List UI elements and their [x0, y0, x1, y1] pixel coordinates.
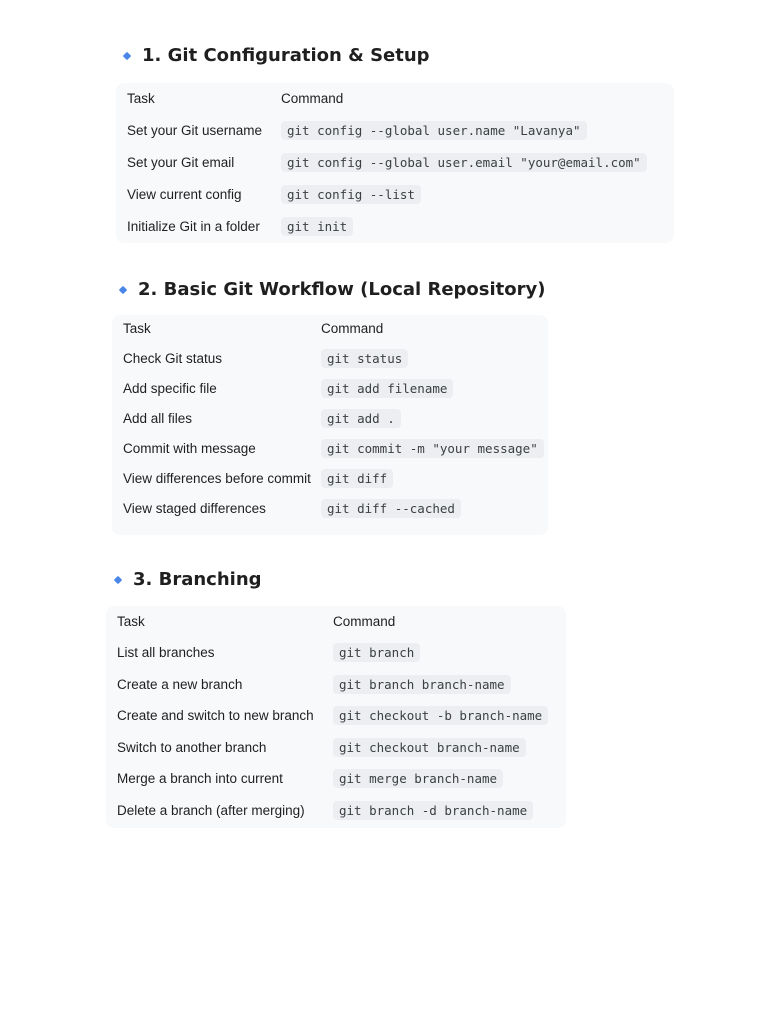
command-code: git config --global user.name "Lavanya": [281, 121, 587, 140]
command-table: [106, 606, 566, 828]
command-code: git merge branch-name: [333, 769, 503, 788]
task-cell: View current config: [127, 186, 242, 202]
task-cell: Delete a branch (after merging): [117, 802, 305, 818]
command-code: git branch -d branch-name: [333, 801, 533, 820]
command-code: git add filename: [321, 379, 453, 398]
task-cell: List all branches: [117, 644, 215, 660]
table-row: [106, 767, 566, 789]
task-cell: View staged differences: [123, 500, 266, 516]
task-column-header: Task: [117, 613, 145, 629]
command-code: git config --global user.email "your@email.com": [281, 153, 647, 172]
command-column-header: Command: [321, 320, 384, 336]
command-code: git diff: [321, 469, 393, 488]
section-title: 2. Basic Git Workflow (Local Repository): [138, 279, 546, 300]
table-row: [106, 704, 566, 726]
command-code: git checkout -b branch-name: [333, 706, 548, 725]
task-cell: Check Git status: [123, 350, 223, 366]
command-code: git branch branch-name: [333, 675, 511, 694]
task-cell: Create and switch to new branch: [117, 707, 314, 723]
command-column-header: Command: [281, 90, 344, 106]
table-row: [106, 641, 566, 663]
command-code: git commit -m "your message": [321, 439, 544, 458]
task-column-header: Task: [123, 320, 151, 336]
task-cell: Merge a branch into current: [117, 770, 283, 786]
command-code: git branch: [333, 643, 420, 662]
table-row: [106, 799, 566, 821]
task-cell: Set your Git email: [127, 154, 235, 170]
task-cell: Set your Git username: [127, 122, 263, 138]
task-cell: View differences before commit: [123, 470, 311, 486]
command-code: git add .: [321, 409, 401, 428]
table-header-row: [106, 610, 566, 632]
command-code: git init: [281, 217, 353, 236]
command-code: git status: [321, 349, 408, 368]
task-cell: Add specific file: [123, 380, 217, 396]
table-row: [106, 673, 566, 695]
task-cell: Switch to another branch: [117, 739, 267, 755]
diamond-bullet-icon: [114, 575, 122, 583]
table-row: [106, 736, 566, 758]
command-code: git config --list: [281, 185, 421, 204]
section-title: 1. Git Configuration & Setup: [142, 45, 430, 66]
task-cell: Initialize Git in a folder: [127, 218, 260, 234]
command-code: git diff --cached: [321, 499, 461, 518]
task-cell: Create a new branch: [117, 676, 243, 692]
command-code: git checkout branch-name: [333, 738, 526, 757]
section-heading: [115, 569, 262, 590]
section-title: 3. Branching: [133, 569, 262, 590]
task-column-header: Task: [127, 90, 155, 106]
task-cell: Commit with message: [123, 440, 256, 456]
task-cell: Add all files: [123, 410, 193, 426]
command-column-header: Command: [333, 613, 396, 629]
